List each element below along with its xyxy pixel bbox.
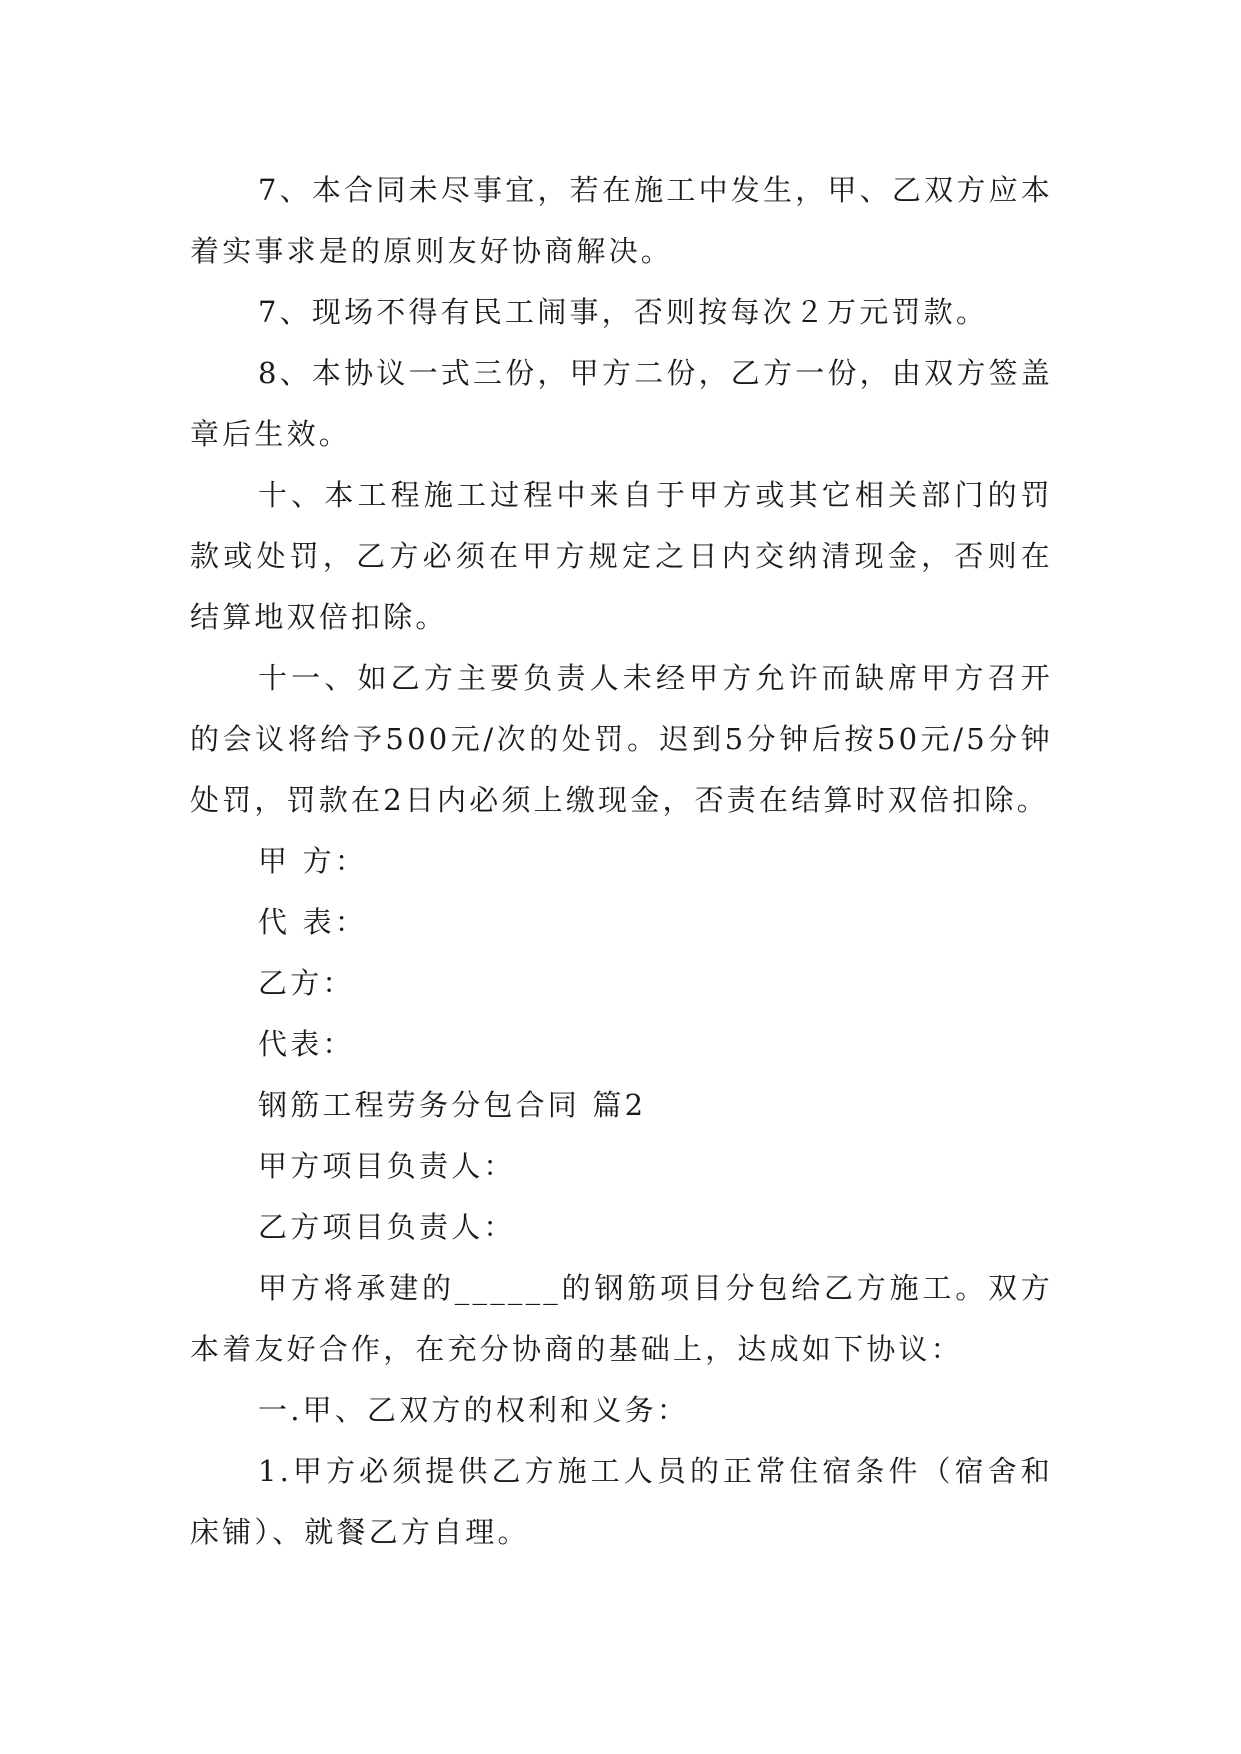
clause-10-penalties: 十、本工程施工过程中来自于甲方或其它相关部门的罚款或处罚，乙方必须在甲方规定之日内交纳清现金，否则在结算地双倍扣除。 <box>190 478 1053 634</box>
party-b-representative-label: 代表： <box>258 1027 355 1061</box>
clause-7-negotiation: 7、本合同未尽事宜，若在施工中发生，甲、乙双方应本着实事求是的原则友好协商解决。 <box>190 173 1053 268</box>
intro-paragraph: 甲方将承建的______的钢筋项目分包给乙方施工。双方本着友好合作，在充分协商的基础上，达成如下协议： <box>190 1271 1053 1366</box>
rights-obligations-heading: 一.甲、乙双方的权利和义务： <box>258 1393 690 1427</box>
party-b-label: 乙方： <box>258 966 355 1000</box>
party-b-project-lead-label: 乙方项目负责人： <box>258 1210 516 1244</box>
clause-11-meetings: 十一、如乙方主要负责人未经甲方允许而缺席甲方召开的会议将给予500元/次的处罚。迟到5分钟后按50元/5分钟处罚，罚款在2日内必须上缴现金，否责在结算时双倍扣除。 <box>190 661 1053 817</box>
party-a-label: 甲 方： <box>258 844 368 878</box>
party-a-representative-label: 代 表： <box>258 905 368 939</box>
clause-7-labor-disturbance: 7、现场不得有民工闹事，否则按每次２万元罚款。 <box>258 295 989 329</box>
section-title: 钢筋工程劳务分包合同 篇2 <box>258 1088 647 1122</box>
party-a-project-lead-label: 甲方项目负责人： <box>258 1149 516 1183</box>
item-1-accommodation: 1.甲方必须提供乙方施工人员的正常住宿条件（宿舍和床铺）、就餐乙方自理。 <box>190 1454 1053 1549</box>
document-body <box>190 160 1053 1563</box>
clause-8-copies: 8、本协议一式三份，甲方二份，乙方一份，由双方签盖章后生效。 <box>190 356 1053 451</box>
